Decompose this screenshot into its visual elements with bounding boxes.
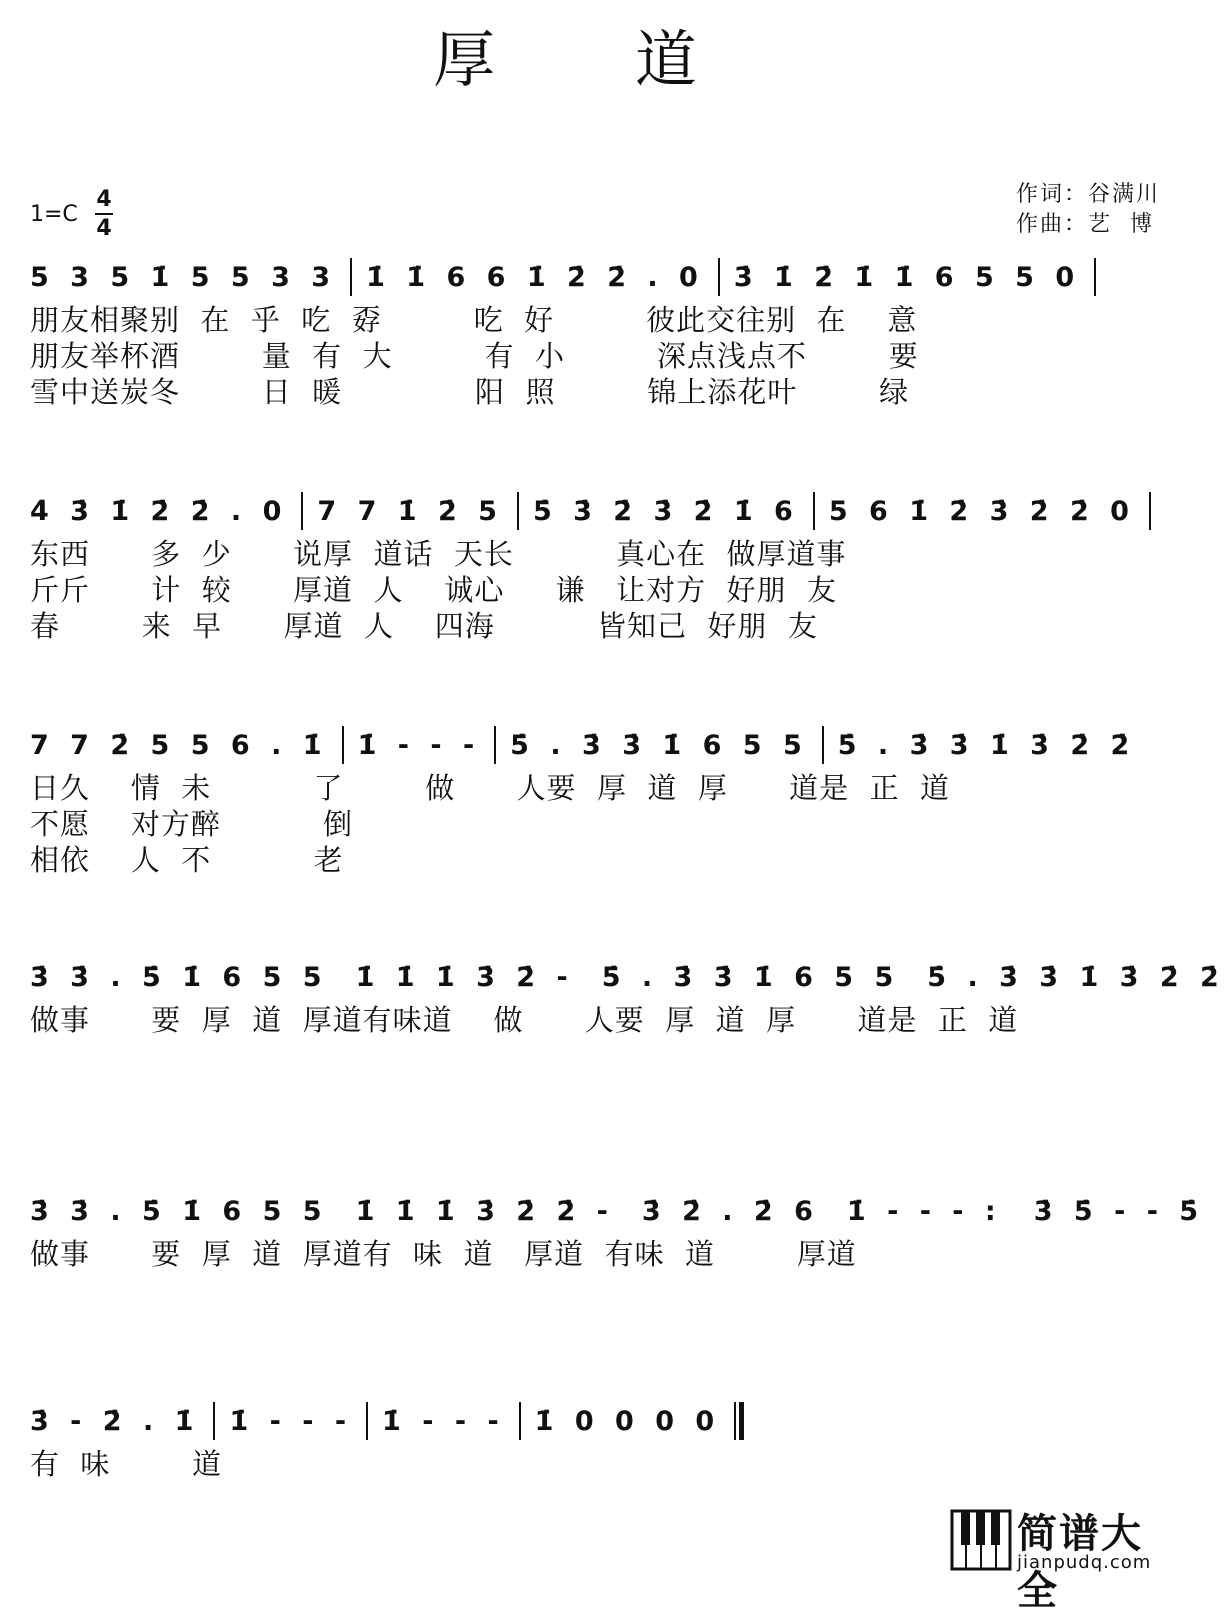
lyric-line: 做事 要 厚 道 厚道有味道 做 人要 厚 道 厚 道是 正 道 [30,1003,1019,1037]
barline [494,726,496,764]
barline [301,492,303,530]
measure: 1̇ - - - [382,1405,505,1437]
measure: 1̇ - - - : [846,1195,1002,1227]
measure: 3̇ 3̇ . 5̇ 1̇ 6 5 5 [30,1195,328,1227]
measure: 3̇ 2̇ . 2̇ 6 [641,1195,819,1227]
measure: 7 7 1̇ 2̇ 5 [317,495,503,527]
measure: 4̇ 3̇ 1̇ 2̇ 2̇ . 0 [30,495,288,527]
measure: 5̇ 3̇ 2̇ 3̇ 2̇ 1̇ 6 [532,495,799,527]
measure: 5̇ . 3̇ 3̇ 1̇ 3̇ 2̇ 2̇ [927,961,1225,993]
lyric-line: 斤斤 计 较 厚道 人 诚心 谦 让对方 好朋 友 [30,573,837,607]
barline [813,492,815,530]
system-6 [30,1396,1165,1482]
logo-brand: 简谱大全 [1017,1511,1143,1614]
system-2 [30,486,1165,644]
time-bottom: 4 [96,216,112,241]
system-4 [30,952,1225,1038]
barline [822,726,824,764]
measure: 1̇ 1̇ 1̇ 3̇ 2̇ 2̇ - [355,1195,614,1227]
system-5 [30,1186,1205,1272]
notation-line [30,1396,1165,1446]
measure: 3̇ 1̇ 2̇ 1̇ 1̇ 6 5 5 0 [733,261,1081,293]
measure: 3̇ 3̇ . 5̇ 1̇ 6 5 5 [30,961,328,993]
measure: 1̇ - - - [229,1405,353,1437]
notation-line [30,252,1165,302]
logo-url: jianpudq.com [1017,1552,1152,1573]
system-3 [30,720,1165,878]
barline [342,726,344,764]
lyric-line: 朋友举杯酒 量 有 大 有 小 深点浅点不 要 [30,339,919,373]
measure: 5 3 5 1̇ 5 5 3 3 [30,261,337,293]
measure: 3̇ 5̇ - - 5̇ [1033,1195,1205,1227]
measure: 1̇ 1̇ 6 6 1̇ 2̇ 2̇ . 0 [366,261,704,293]
barline [718,258,720,296]
barline [350,258,352,296]
piano-keys-icon [951,1510,1011,1570]
lyric-line: 朋友相聚别 在 乎 吃 孬 吃 好 彼此交往别 在 意 [30,303,918,337]
measure: 5̇ . 3̇ 3̇ 1̇ 3̇ 2̇ 2̇ [837,729,1136,761]
lyric-line: 相依 人 不 老 [30,843,344,877]
measure: 1̇ 0 0 0 0 [534,1405,721,1437]
song-title: 厚 道 [433,23,757,96]
measure: 7 7 2̇ 5 5 6 . 1̇ [30,729,328,761]
lyric-line: 不愿 对方醉 倒 [30,807,354,841]
measure: 1̇ - - - [357,729,481,761]
time-signature [94,186,114,242]
site-logo [951,1502,1176,1614]
final-barline-thin [734,1402,736,1440]
barline [1094,258,1096,296]
credits [1016,180,1160,240]
barline [517,492,519,530]
key-signature: 1=C [30,202,78,227]
measure: 5̇ . 3̇ 3̇ 1̇ 6 5 5 [510,729,808,761]
notation-line [30,1186,1205,1236]
composer: 作曲：艺 博 [1015,212,1154,237]
measure: 1̇ 1̇ 1̇ 3̇ 2̇ - [355,961,574,993]
lyric-line: 做事 要 厚 道 厚道有 味 道 厚道 有味 道 厚道 [30,1237,857,1271]
notation-line [30,486,1165,536]
measure: 5̇ . 3̇ 3̇ 1̇ 6 5 5 [601,961,900,993]
lyric-line: 东西 多 少 说厚 道话 天长 真心在 做厚道事 [30,537,847,571]
final-barline-thick [739,1402,744,1440]
barline [213,1402,215,1440]
lyric-line: 雪中送炭冬 日 暖 阳 照 锦上添花叶 绿 [30,375,910,409]
barline [366,1402,368,1440]
lyricist: 作词：谷满川 [1015,182,1160,207]
measure: 5 6 1̇ 2̇ 3̇ 2̇ 2̇ 0 [828,495,1135,527]
notation-line [30,720,1165,770]
lyric-line: 春 来 早 厚道 人 四海 皆知己 好朋 友 [30,609,818,643]
lyric-line: 有 味 道 [30,1447,223,1481]
system-1 [30,252,1165,410]
lyric-line: 日久 情 未 了 做 人要 厚 道 厚 道是 正 道 [30,771,951,805]
time-top: 4 [96,187,112,212]
barline [1149,492,1151,530]
notation-line [30,952,1225,1002]
barline [519,1402,521,1440]
measure: 3̇ - 2̇ . 1̇ [30,1405,200,1437]
